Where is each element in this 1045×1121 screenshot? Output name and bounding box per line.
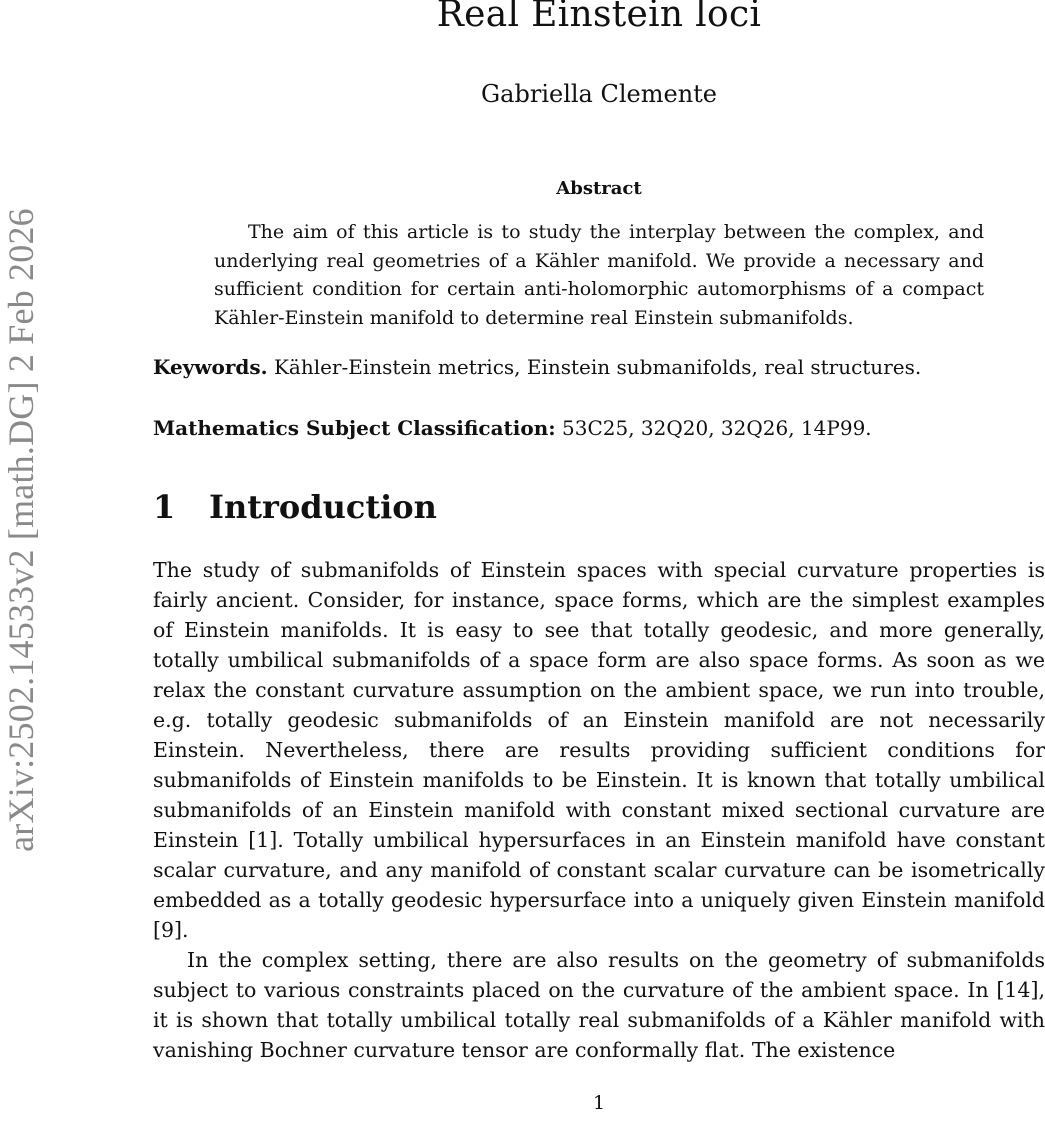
section-number: 1 — [153, 488, 176, 526]
msc-line — [153, 416, 1045, 440]
page-number: 1 — [592, 1092, 606, 1114]
section-heading — [153, 488, 437, 526]
abstract-heading: Abstract — [556, 178, 642, 199]
keywords-label: Keywords. — [153, 355, 268, 379]
keywords-text: Kähler-Einstein metrics, Einstein submanifolds, real structures. — [273, 355, 922, 379]
keywords-line — [153, 355, 1045, 379]
author-name: Gabriella Clemente — [481, 80, 717, 108]
msc-label: Mathematics Subject Classification: — [153, 416, 556, 440]
section-title: Introduction — [209, 488, 437, 526]
arxiv-stamp — [0, 150, 42, 910]
paragraph-2: In the complex setting, there are also results on the geometry of submanifolds subject to various constraints placed on the curvature of the ambient space. In [14], it is shown that totally umbilical totally real submanifolds of a Kähler manifold with vanishing Bochner curvature tensor are conformally flat. The existence — [153, 948, 1045, 1062]
paragraph-1: The study of submanifolds of Einstein spaces with special curvature properties is fairly ancient. Consider, for instance, space forms, which are the simplest examples of Einstein manifolds. It is easy to see that totally geodesic, and more generally, totally umbilical submanifolds of a space form are also space forms. As soon as we relax the constant curvature assumption on the ambient space, we run into trouble, e.g. totally geodesic submanifolds of an Einstein manifold are not necessarily Einstein. Nevertheless, there are results providing sufficient conditions for submanifolds of Einstein manifolds to be Einstein. It is known that totally umbilical submanifolds of an Einstein manifold with constant mixed sectional curvature are Einstein [1]. Totally umbilical hypersurfaces in an Einstein manifold have constant scalar curvature, and any manifold of constant scalar curvature can be isometrically embedded as a totally geodesic hypersurface into a uniquely given Einstein manifold [9]. — [153, 558, 1045, 942]
arxiv-id: arXiv:2502.14533v2 [math.DG] 2 Feb 2026 — [1, 208, 41, 852]
msc-text: 53C25, 32Q20, 32Q26, 14P99. — [562, 416, 872, 440]
abstract-text: The aim of this article is to study the interplay between the complex, and underlying real geometries of a Kähler manifold. We provide a necessary and sufficient condition for certain anti-holomorphic automorphisms of a compact Kähler-Einstein manifold to determine real Einstein submanifolds. — [214, 221, 984, 329]
paper-title: Real Einstein loci — [436, 0, 762, 35]
